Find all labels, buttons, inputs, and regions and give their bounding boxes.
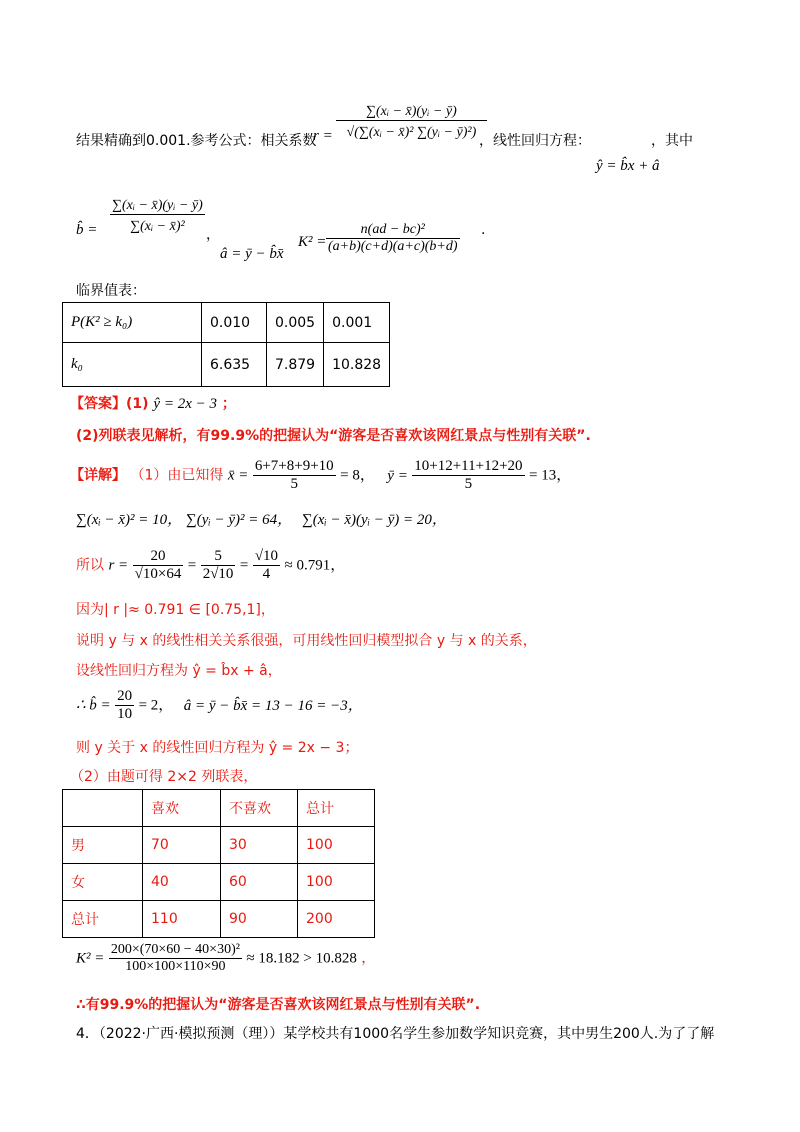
sum-3: ∑(xᵢ − x̄)(yᵢ − ȳ) = 20，: [302, 512, 447, 528]
contingency-cell: 60: [221, 864, 298, 901]
r-numerator: ∑(xᵢ − x̄)(yᵢ − ȳ): [336, 104, 487, 121]
critical-row-head-k: k₀: [63, 343, 202, 387]
detail-step1: （1）由已知得: [130, 467, 224, 484]
k2-calc-fraction: [109, 942, 242, 975]
r-calculation: 所以 r = $\frac{20}{√10\times 64}$ = $\frac{5}{2√10}$ = $\frac{√10}{4}$ ≈ 0.791，: [76, 548, 346, 582]
r-fraction-3: [253, 548, 280, 583]
contingency-header-cell: [63, 790, 143, 827]
critical-cell: 0.010: [202, 303, 267, 343]
answer-equation: ŷ = 2x − 3: [153, 396, 217, 412]
contingency-cell: 90: [221, 901, 298, 938]
xbar-result: = 8，: [340, 467, 375, 484]
r-denominator: √(∑(xᵢ − x̄)² ∑(yᵢ − ȳ)²): [346, 125, 477, 140]
critical-cell: 10.828: [324, 343, 390, 387]
ybar-denominator: 5: [464, 476, 473, 492]
answer-label: [70, 393, 236, 413]
k2-denominator: (a+b)(c+d)(a+c)(b+d): [328, 239, 458, 254]
critical-value-table: [62, 302, 390, 387]
contingency-cell: 30: [221, 827, 298, 864]
b-calculation: [76, 688, 363, 723]
contingency-row-label: 男: [63, 827, 143, 864]
xbar-lhs: x̄ =: [227, 467, 249, 484]
b-denominator: ∑(xᵢ − x̄)²: [130, 219, 185, 234]
r-text: 所以: [76, 557, 104, 574]
regression-equation: ŷ = b̂x + â: [596, 158, 660, 174]
contingency-cell: 110: [143, 901, 221, 938]
b-calc-den: 10: [117, 706, 133, 722]
r-lhs: r =: [313, 128, 333, 144]
k2-lhs: K² =: [298, 234, 327, 250]
xbar-numerator: 6+7+8+9+10: [254, 458, 334, 474]
r-f2-den: 2√10: [202, 566, 234, 582]
r-f2-num: 5: [201, 548, 236, 566]
r-fraction-1: [133, 548, 184, 583]
contingency-cell: 100: [298, 864, 375, 901]
contingency-header-cell: 总计: [298, 790, 375, 827]
contingency-row-label: 总计: [63, 901, 143, 938]
comma: ，: [206, 227, 220, 243]
contingency-table: [62, 789, 375, 938]
contingency-row-label: 女: [63, 864, 143, 901]
b-lhs: b̂ =: [76, 222, 98, 238]
answer-part2: (2)列联表见解析，有99.9%的把握认为“游客是否喜欢该网红景点与性别有关联”.: [76, 428, 591, 444]
intro-text-3: ，其中: [651, 133, 693, 149]
r-result: ≈ 0.791，: [284, 557, 346, 574]
because-line: 因为| r |≈ 0.791 ∈ [0.75,1]，: [76, 602, 275, 618]
explain-line: 说明 y 与 x 的线性相关关系很强，可用线性回归模型拟合 y 与 x 的关系，: [76, 633, 537, 649]
b-numerator: ∑(xᵢ − x̄)(yᵢ − ȳ): [112, 198, 203, 213]
k2-calc-lhs: K² =: [76, 950, 105, 967]
sum-1: ∑(xᵢ − x̄)² = 10，: [76, 512, 183, 528]
next-question: 4．（2022·广西·模拟预测（理））某学校共有1000名学生参加数学知识竞赛，其中男生200人.为了了解: [76, 1026, 715, 1042]
xbar-denominator: 5: [290, 476, 298, 492]
answer-label-text: 【答案】(1): [70, 396, 149, 412]
detail-line-1: [70, 458, 571, 493]
r-formula: [336, 104, 487, 141]
b-calc-lhs: ∴ b̂ =: [76, 697, 111, 714]
period: ·: [481, 226, 486, 242]
final-equation-line: 则 y 关于 x 的线性回归方程为 ŷ = 2x − 3；: [76, 740, 359, 756]
intro-text-2: ，线性回归方程：: [479, 133, 591, 149]
detail-label: 【详解】: [70, 467, 126, 484]
k2-calc-result: ≈ 18.182 > 10.828: [246, 950, 357, 967]
answer-end: ；: [221, 396, 236, 412]
xbar-fraction: [253, 458, 336, 493]
critical-table-label: 临界值表：: [76, 283, 146, 299]
b-calc-fraction: [115, 688, 134, 723]
step2-line: （2）由题可得 2×2 列联表，: [70, 769, 258, 785]
r-f1-den: √10×64: [134, 566, 182, 582]
contingency-cell: 70: [143, 827, 221, 864]
contingency-header-cell: 喜欢: [143, 790, 221, 827]
r-f3-num: √10: [254, 548, 279, 564]
critical-cell: 0.005: [267, 303, 324, 343]
critical-cell: 6.635: [202, 343, 267, 387]
critical-cell: 7.879: [267, 343, 324, 387]
ybar-result: = 13，: [529, 467, 572, 484]
contingency-header-cell: 不喜欢: [221, 790, 298, 827]
contingency-cell: 200: [298, 901, 375, 938]
r-f1-num: 20: [133, 548, 184, 566]
contingency-cell: 40: [143, 864, 221, 901]
ybar-numerator: 10+12+11+12+20: [414, 458, 523, 474]
k2-calculation: [76, 942, 375, 975]
a-equation: â = ȳ − b̂x̄: [220, 246, 284, 262]
r-calc-lhs: r =: [108, 557, 129, 574]
k2-numerator: n(ad − bc)²: [326, 222, 460, 239]
ybar-fraction: [412, 458, 524, 493]
critical-row-head-p: P(K² ≥ k₀): [63, 303, 202, 343]
ybar-lhs: ȳ =: [387, 467, 408, 484]
intro-text-1: 结果精确到0.001.参考公式：相关系数: [76, 133, 317, 149]
r-f3-den: 4: [262, 566, 271, 582]
contingency-cell: 100: [298, 827, 375, 864]
set-line: 设线性回归方程为 ŷ = b̂x + â，: [76, 663, 282, 679]
k2-calc-num: 200×(70×60 − 40×30)²: [110, 942, 240, 957]
conclusion-line: ∴有99.9%的把握认为“游客是否喜欢该网红景点与性别有关联”.: [76, 997, 481, 1013]
k2-calc-end: ，: [361, 950, 376, 967]
b-calc-result: = 2，: [138, 697, 174, 714]
critical-cell: 0.001: [324, 303, 390, 343]
k2-calc-den: 100×100×110×90: [125, 959, 226, 974]
sum-2: ∑(yᵢ − ȳ)² = 64，: [186, 512, 293, 528]
b-formula: [110, 198, 205, 235]
a-calc: â = ȳ − b̂x̄ = 13 − 16 = −3，: [183, 697, 363, 714]
b-calc-num: 20: [117, 688, 133, 704]
r-fraction-2: [201, 548, 236, 583]
k2-formula: [326, 222, 460, 255]
